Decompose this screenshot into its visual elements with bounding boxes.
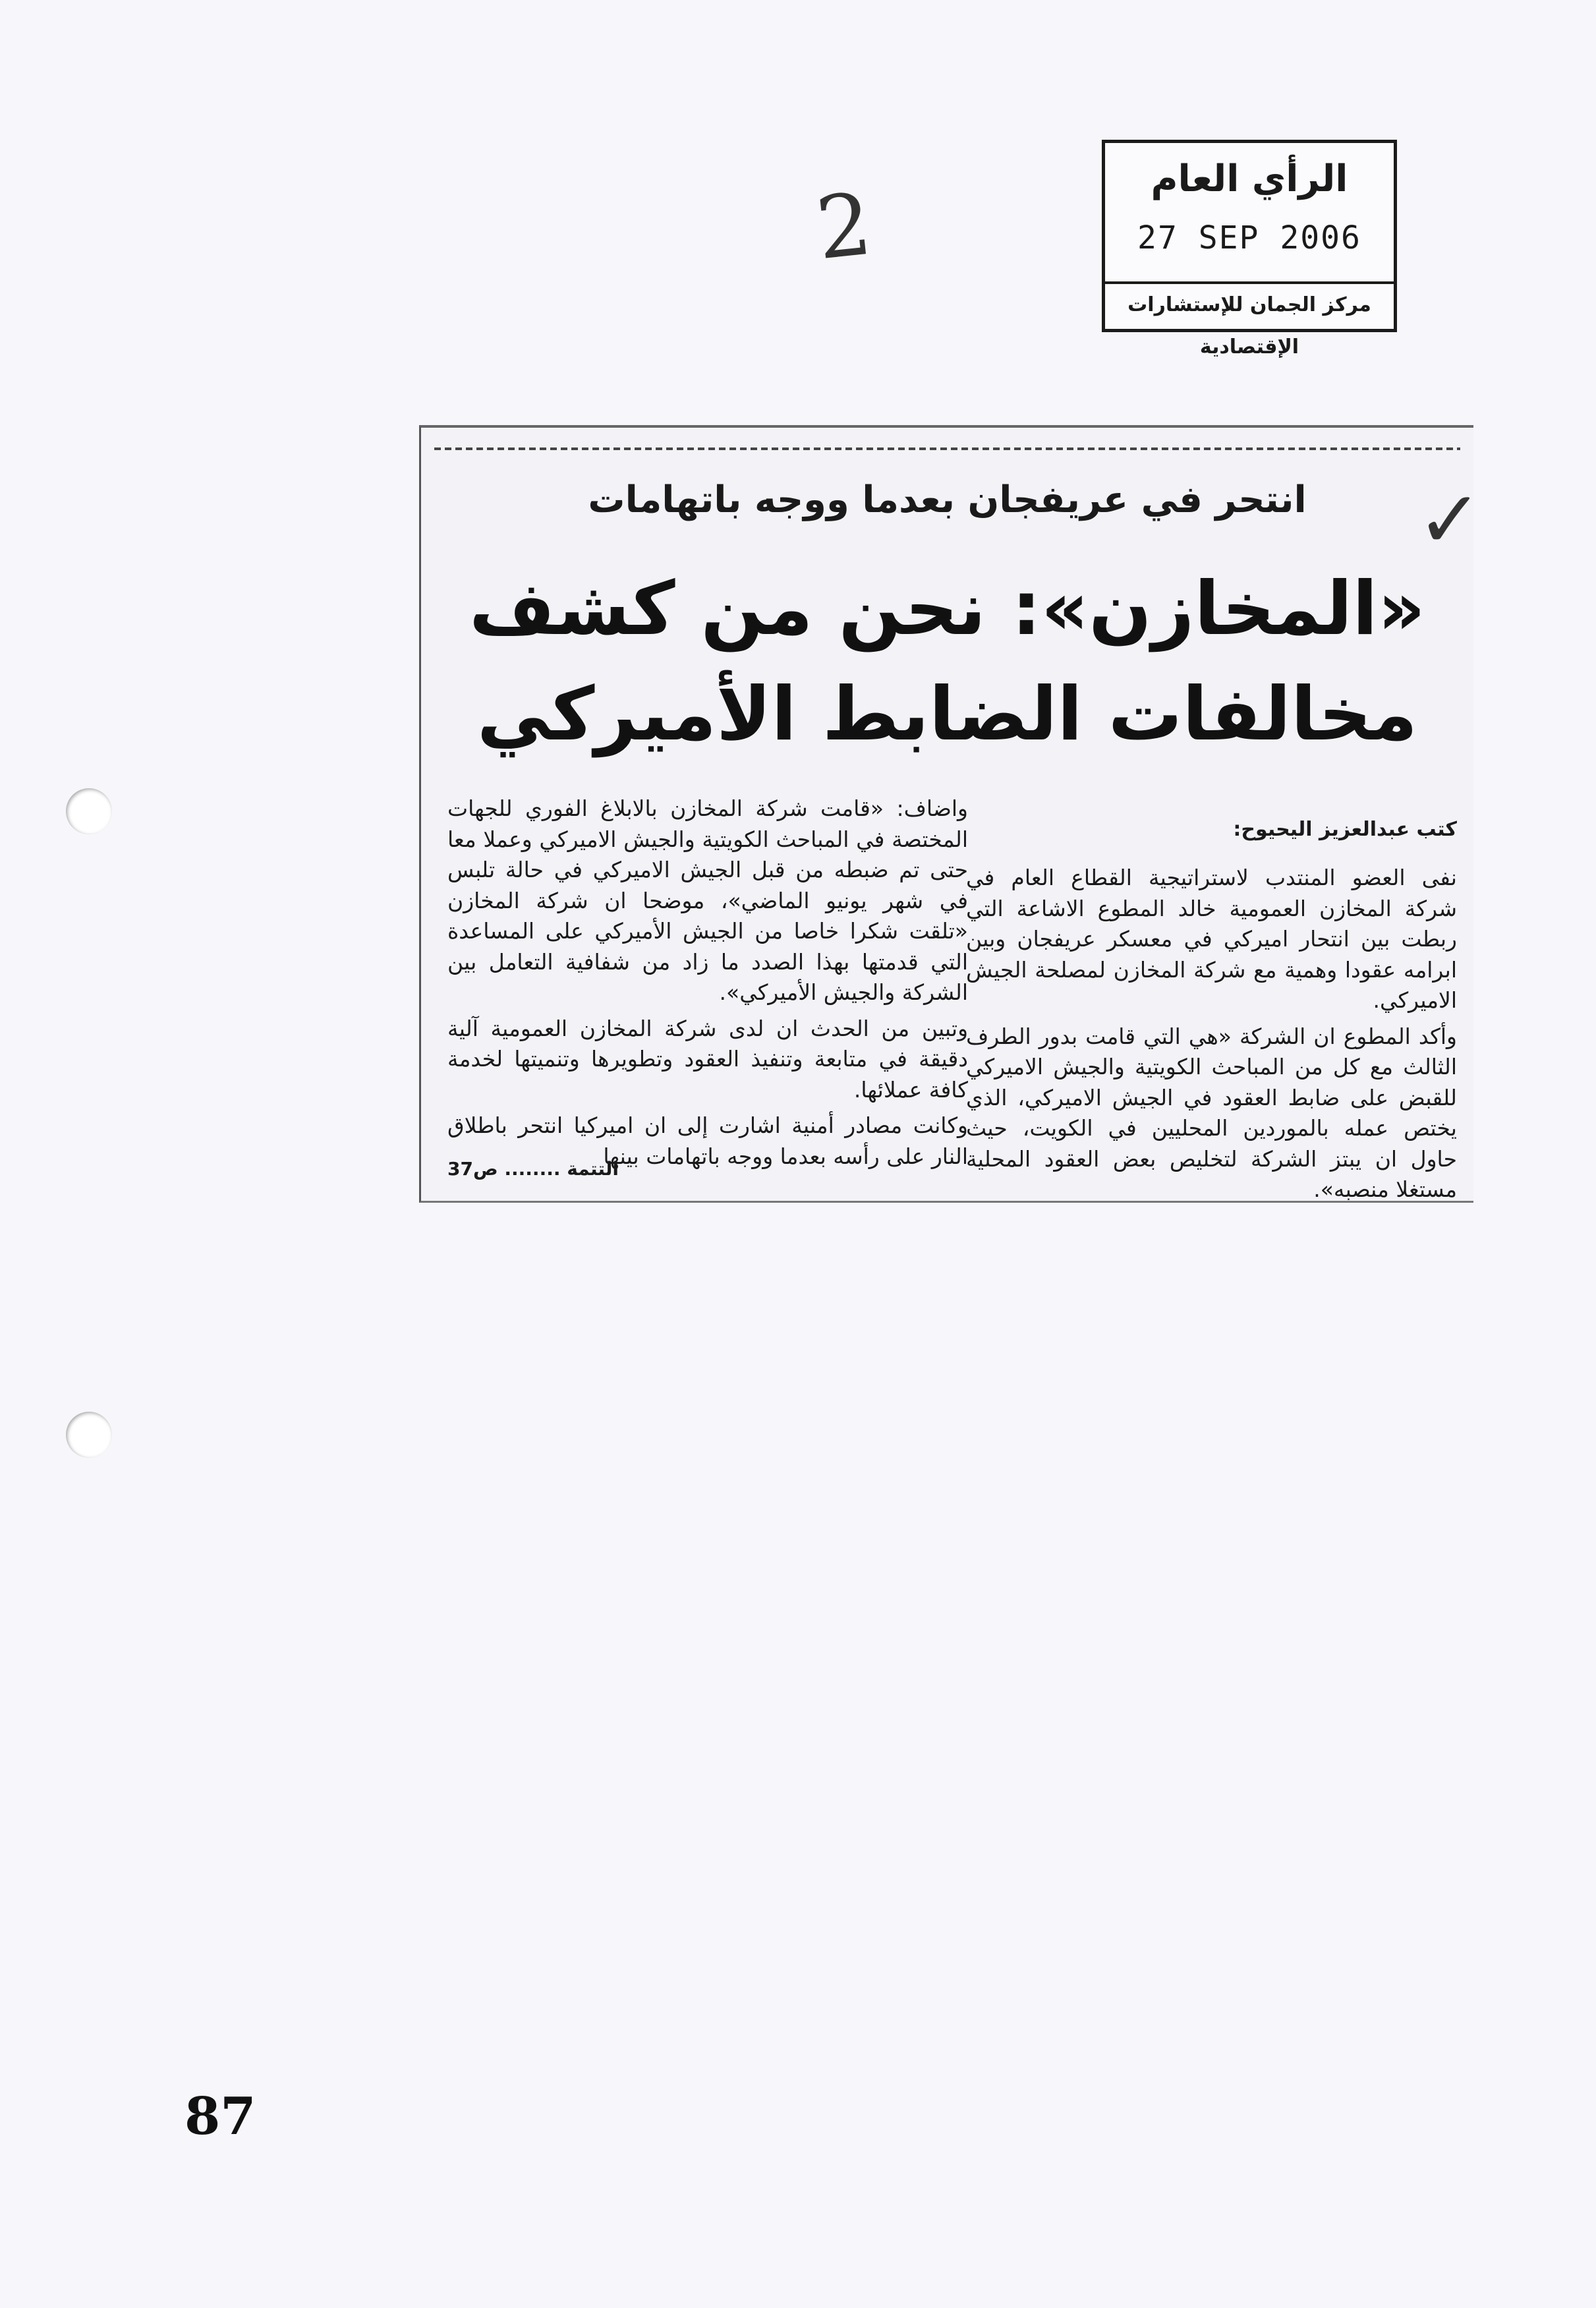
paragraph: واضاف: «قامت شركة المخازن بالابلاغ الفوري للجهات المختصة في المباحث الكويتية والجيش الاميركي وعملا معا حتى تم ضبطه من قبل الجيش الاميركي في حالة تلبس في شهر يونيو الماضي»، موضحا ان شركة المخازن «تلقت شكرا خاصا من الجيش الأميركي على المساعدة التي قدمتها بهذا الصدد ما زاد من شفافية التعامل بين الشركة والجيش الأميركي». [447, 795, 968, 1005]
paragraph: نفى العضو المنتدب لاستراتيجية القطاع العام في شركة المخازن العمومية خالد المطوع الاشاعة التي ربطت بين انتحار اميركي في معسكر عريفجان وبين ابرامه عقودا وهمية مع شركة المخازن لمصلحة الجيش الاميركي. [966, 865, 1457, 1013]
article-column-left [447, 793, 968, 1177]
paragraph: وتبين من الحدث ان لدى شركة المخازن العمومية آلية دقيقة في متابعة وتنفيذ العقود وتطويرها وتنميتها لخدمة كافة عملائها. [447, 1015, 968, 1103]
punch-hole-bottom [66, 1412, 112, 1458]
check-mark-icon: ✓ [1417, 475, 1483, 566]
newspaper-logo: الرأي العام [1151, 158, 1348, 200]
newspaper-clipping [419, 425, 1473, 1203]
handwritten-mark: 2 [811, 173, 876, 279]
newspaper-date-stamp [1102, 140, 1397, 359]
article-column-right [966, 863, 1457, 1211]
stamp-date: 27 SEP 2006 [1137, 219, 1361, 256]
stamp-agency: مركز الجمان للإستشارات الإقتصادية [1105, 281, 1394, 329]
article-headline [441, 556, 1454, 767]
headline-line-2: مخالفات الضابط الأميركي [476, 672, 1418, 757]
page-number: 87 [185, 2087, 256, 2147]
article-kicker: انتحر في عريفجان بعدما ووجه باتهامات [588, 478, 1307, 521]
clipping-top-rule [434, 447, 1460, 450]
punch-hole-top [66, 788, 112, 834]
article-byline: كتب عبدالعزيز اليحيوح: [1233, 818, 1457, 841]
headline-line-1: «المخازن»: نحن من كشف [469, 566, 1426, 652]
paragraph: وكانت مصادر أمنية اشارت إلى ان اميركيا انتحر باطلاق النار على رأسه بعدما ووجه باتهامات بينها [447, 1112, 968, 1169]
continued-note: التتمة ........ ص37 [447, 1158, 619, 1180]
paragraph: وأكد المطوع ان الشركة «هي التي قامت بدور الطرف الثالث مع كل من المباحث الكويتية والجيش الاميركي للقبض على ضابط العقود في الجيش الاميركي، الذي يختص عمله بالموردين المحليين في الكويت، حيث حاول ان يبتز الشركة لتخليص بعض العقود المحلية مستغلا منصبه». [966, 1023, 1457, 1202]
